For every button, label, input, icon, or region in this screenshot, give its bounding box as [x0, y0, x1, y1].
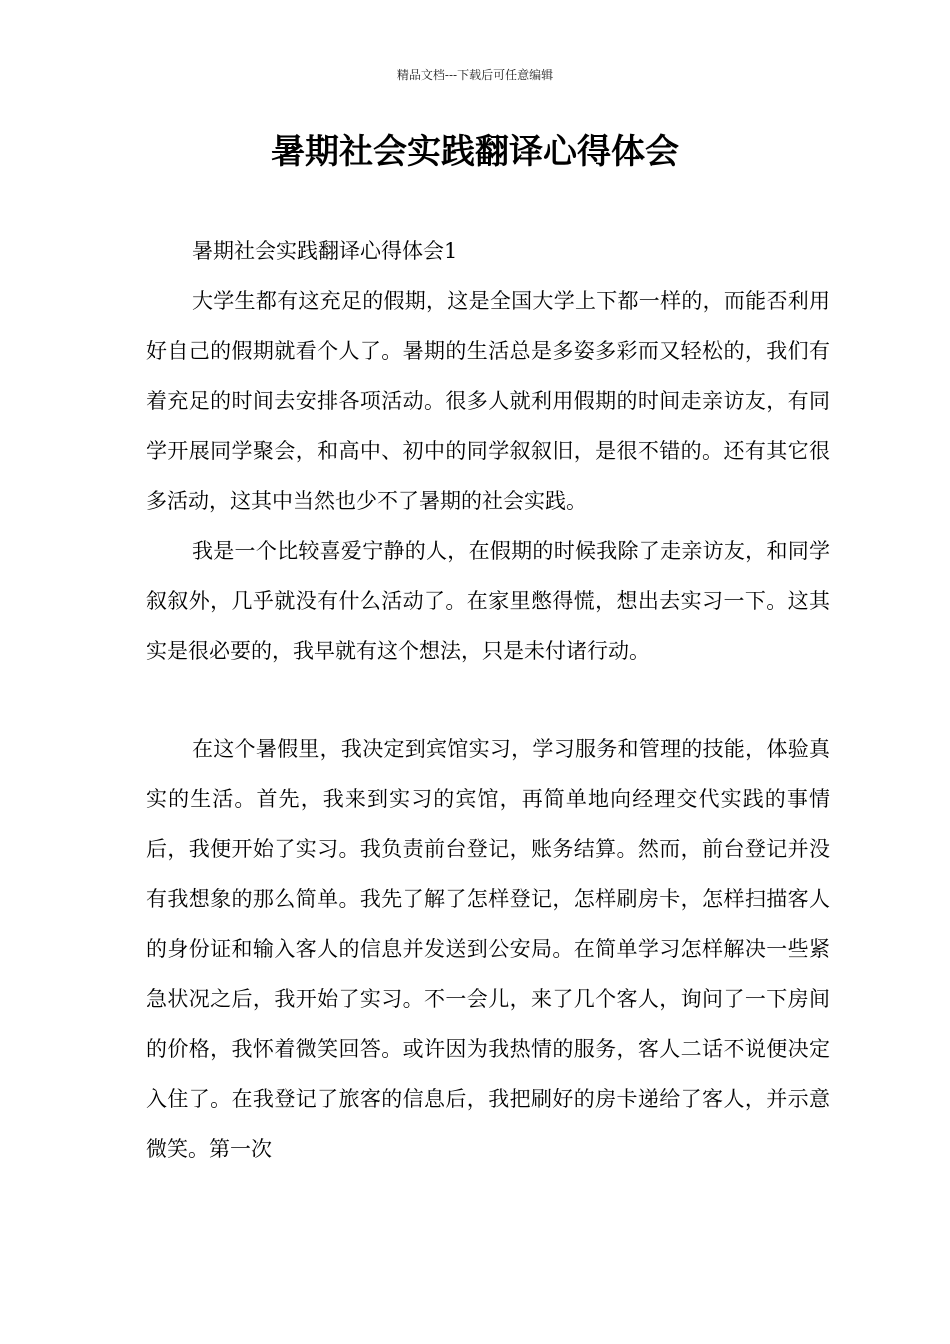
header-note: 精品文档---下载后可任意编辑: [396, 68, 554, 82]
paragraph-2: 我是一个比较喜爱宁静的人，在假期的时候我除了走亲访友，和同学叙叙外，几乎就没有什么活动了。在家里憋得慌，想出去实习一下。这其实是很必要的，我早就有这个想法，只是未付诸行动。: [146, 539, 830, 663]
document-title: 暑期社会实践翻译心得体会: [271, 132, 679, 172]
section-heading: 暑期社会实践翻译心得体会1: [192, 239, 458, 263]
paragraph-spacer: [146, 676, 830, 724]
paragraph-3: 在这个暑假里，我决定到宾馆实习，学习服务和管理的技能，体验真实的生活。首先，我来到实习的宾馆，再简单地向经理交代实践的事情后，我便开始了实习。我负责前台登记，账务结算。然而，前台登记并没有我想象的那么简单。我先了解了怎样登记，怎样刷房卡，怎样扫描客人的身份证和输入客人的信息并发送到公安局。在简单学习怎样解决一些紧急状况之后，我开始了实习。不一会儿，来了几个客人，询问了一下房间的价格，我怀着微笑回答。或许因为我热情的服务，客人二话不说便决定入住了。在我登记了旅客的信息后，我把刷好的房卡递给了客人，并示意微笑。第一次: [146, 737, 830, 1161]
paragraph-1: 大学生都有这充足的假期，这是全国大学上下都一样的，而能否利用好自己的假期就看个人了。暑期的生活总是多姿多彩而又轻松的，我们有着充足的时间去安排各项活动。很多人就利用假期的时间走亲访友，有同学开展同学聚会，和高中、初中的同学叙叙旧，是很不错的。还有其它很多活动，这其中当然也少不了暑期的社会实践。: [146, 289, 830, 513]
document-body: [146, 226, 830, 1174]
